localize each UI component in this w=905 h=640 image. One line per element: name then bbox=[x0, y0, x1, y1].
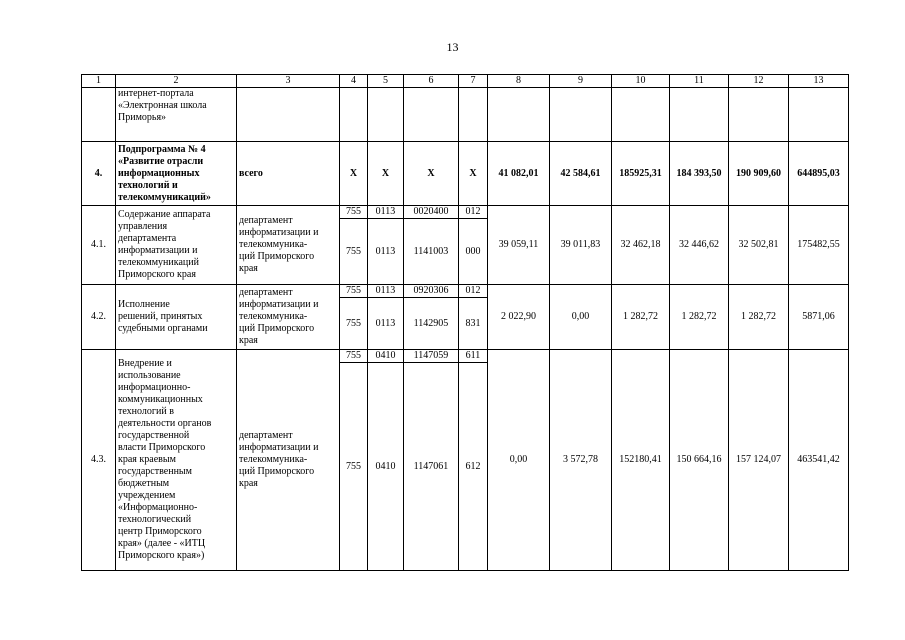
header-cell: 4 bbox=[340, 75, 368, 88]
item-name: Содержание аппарата управления департамента информатизации и телекоммуникаций Приморского края bbox=[116, 206, 237, 285]
table-row bbox=[82, 350, 849, 363]
header-cell: 5 bbox=[368, 75, 404, 88]
table-row bbox=[82, 206, 849, 219]
row-number: 4.3. bbox=[82, 350, 116, 571]
value-col11: 32 446,62 bbox=[670, 206, 729, 285]
value-col13: 175482,55 bbox=[789, 206, 849, 285]
code-col6: 1147061 bbox=[404, 363, 459, 571]
code-col4: 755 bbox=[340, 219, 368, 285]
value-col10: 152180,41 bbox=[612, 350, 670, 571]
header-cell: 12 bbox=[729, 75, 789, 88]
value-col11: 184 393,50 bbox=[670, 142, 729, 206]
value-col12: 190 909,60 bbox=[729, 142, 789, 206]
code-col6: 1147059 bbox=[404, 350, 459, 363]
value-col11: 1 282,72 bbox=[670, 285, 729, 350]
value-col12: 157 124,07 bbox=[729, 350, 789, 571]
executor: департамент информатизации и телекоммуника- ций Приморского края bbox=[237, 285, 340, 350]
code-col4: 755 bbox=[340, 363, 368, 571]
code-col5: 0113 bbox=[368, 285, 404, 298]
code-col5: 0113 bbox=[368, 219, 404, 285]
value-col11: 150 664,16 bbox=[670, 350, 729, 571]
header-cell: 13 bbox=[789, 75, 849, 88]
code-col5: 0410 bbox=[368, 363, 404, 571]
code-col6: 1141003 bbox=[404, 219, 459, 285]
code-col6: Х bbox=[404, 142, 459, 206]
code-col7: 831 bbox=[459, 298, 488, 350]
header-cell: 9 bbox=[550, 75, 612, 88]
executor: всего bbox=[237, 142, 340, 206]
header-cell: 8 bbox=[488, 75, 550, 88]
code-col7: Х bbox=[459, 142, 488, 206]
value-col8: 0,00 bbox=[488, 350, 550, 571]
value-col10: 185925,31 bbox=[612, 142, 670, 206]
header-cell: 1 bbox=[82, 75, 116, 88]
value-col13: 5871,06 bbox=[789, 285, 849, 350]
header-row bbox=[82, 75, 849, 88]
item-name: Внедрение и использование информационно- коммуникационных технологий в деятельности органов государственной власти Приморского края краевым государственным бюджетным учреждением «Информационно- технологический центр Приморского края» (далее - «ИТЦ Приморского края») bbox=[116, 350, 237, 571]
subprogram-name: Подпрограмма № 4 «Развитие отрасли информационных технологий и телекоммуникаций» bbox=[116, 142, 237, 206]
continuation-row bbox=[82, 88, 849, 142]
code-col7: 012 bbox=[459, 206, 488, 219]
value-col9: 3 572,78 bbox=[550, 350, 612, 571]
value-col10: 1 282,72 bbox=[612, 285, 670, 350]
code-col6: 1142905 bbox=[404, 298, 459, 350]
value-col9: 42 584,61 bbox=[550, 142, 612, 206]
code-col5: 0113 bbox=[368, 206, 404, 219]
code-col4: 755 bbox=[340, 206, 368, 219]
continuation-name: интернет-портала «Электронная школа Приморья» bbox=[116, 88, 237, 142]
header-cell: 11 bbox=[670, 75, 729, 88]
value-col13: 463541,42 bbox=[789, 350, 849, 571]
row-number: 4.1. bbox=[82, 206, 116, 285]
code-col6: 0020400 bbox=[404, 206, 459, 219]
value-col12: 32 502,81 bbox=[729, 206, 789, 285]
code-col5: 0113 bbox=[368, 298, 404, 350]
header-cell: 7 bbox=[459, 75, 488, 88]
executor: департамент информатизации и телекоммуника- ций Приморского края bbox=[237, 350, 340, 571]
value-col8: 39 059,11 bbox=[488, 206, 550, 285]
value-col13: 644895,03 bbox=[789, 142, 849, 206]
code-col4: 755 bbox=[340, 285, 368, 298]
value-col10: 32 462,18 bbox=[612, 206, 670, 285]
code-col4: 755 bbox=[340, 350, 368, 363]
value-col12: 1 282,72 bbox=[729, 285, 789, 350]
code-col5: 0410 bbox=[368, 350, 404, 363]
table-row bbox=[82, 285, 849, 298]
item-name: Исполнение решений, принятых судебными органами bbox=[116, 285, 237, 350]
code-col4: Х bbox=[340, 142, 368, 206]
code-col5: Х bbox=[368, 142, 404, 206]
value-col8: 2 022,90 bbox=[488, 285, 550, 350]
row-number: 4.2. bbox=[82, 285, 116, 350]
code-col7: 012 bbox=[459, 285, 488, 298]
row-number: 4. bbox=[82, 142, 116, 206]
executor: департамент информатизации и телекоммуника- ций Приморского края bbox=[237, 206, 340, 285]
code-col7: 611 bbox=[459, 350, 488, 363]
code-col4: 755 bbox=[340, 298, 368, 350]
code-col7: 612 bbox=[459, 363, 488, 571]
subprogram-row bbox=[82, 142, 849, 206]
value-col8: 41 082,01 bbox=[488, 142, 550, 206]
budget-table bbox=[81, 74, 849, 571]
header-cell: 6 bbox=[404, 75, 459, 88]
page-number: 13 bbox=[446, 40, 459, 54]
code-col6: 0920306 bbox=[404, 285, 459, 298]
header-cell: 2 bbox=[116, 75, 237, 88]
code-col7: 000 bbox=[459, 219, 488, 285]
header-cell: 10 bbox=[612, 75, 670, 88]
value-col9: 0,00 bbox=[550, 285, 612, 350]
header-cell: 3 bbox=[237, 75, 340, 88]
value-col9: 39 011,83 bbox=[550, 206, 612, 285]
